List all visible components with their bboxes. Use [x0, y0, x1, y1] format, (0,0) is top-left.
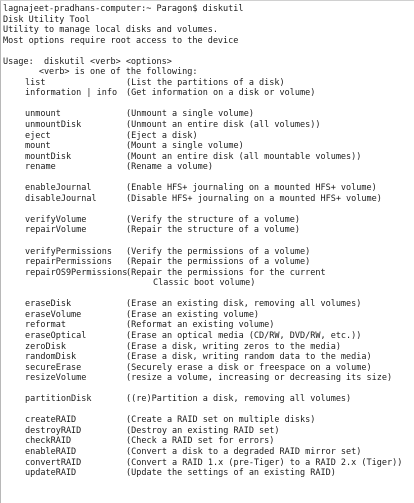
verb-name: secureErase [25, 362, 82, 373]
verb-row [3, 183, 414, 194]
blank-line [3, 204, 414, 215]
verb-description: (resize a volume, increasing or decreasing its size) [126, 373, 393, 384]
verb-row [3, 88, 414, 99]
verb-name: createRAID [25, 415, 77, 426]
verb-row [3, 215, 414, 226]
usage-line: Usage: diskutil <verb> <options> [3, 56, 172, 67]
blank-line [3, 289, 414, 300]
verb-name: resizeVolume [25, 373, 87, 384]
verb-row [3, 162, 414, 173]
verb-description: (Convert a RAID 1.x (pre-Tiger) to a RAID 2.x (Tiger)) [126, 457, 403, 468]
root-access-note: Most options require root access to the device [3, 35, 239, 46]
verb-row [3, 141, 414, 152]
verb-name: reformat [25, 320, 66, 331]
verb-row [3, 447, 414, 458]
blank-line [3, 46, 414, 57]
verb-description: (Check a RAID set for errors) [126, 436, 275, 447]
verb-description-cont-text: Classic boot volume) [153, 278, 256, 289]
verb-description: (Disable HFS+ journaling on a mounted HFS+ volume) [126, 193, 382, 204]
verb-name: partitionDisk [25, 394, 92, 405]
verb-description: (Rename a volume) [126, 162, 213, 173]
verb-name: verifyVolume [25, 214, 87, 225]
verb-name: information | info [25, 88, 118, 99]
verb-row [3, 131, 414, 142]
verb-name: destroyRAID [25, 425, 82, 436]
verb-row [3, 225, 414, 236]
verb-description-continuation [3, 278, 414, 289]
verb-row [3, 458, 414, 469]
verb-row [3, 363, 414, 374]
verb-name: disableJournal [25, 193, 97, 204]
verb-description: (Repair the structure of a volume) [126, 225, 300, 236]
verb-name: mount [25, 141, 51, 152]
verb-description: (Securely erase a disk or freespace on a volume) [126, 362, 372, 373]
verb-name: enableJournal [25, 183, 92, 194]
verb-description: ((re)Partition a disk, removing all volumes) [126, 394, 352, 405]
verb-name: rename [25, 162, 56, 173]
verb-row [3, 247, 414, 258]
verb-name: repairVolume [25, 225, 87, 236]
verb-description: (Destroy an existing RAID set) [126, 425, 280, 436]
verb-row [3, 320, 414, 331]
verb-row [3, 78, 414, 89]
verb-name: zeroDisk [25, 341, 66, 352]
verb-name: enableRAID [25, 446, 77, 457]
tool-description: Utility to manage local disks and volumes. [3, 25, 218, 36]
verb-description: (Erase a disk, writing random data to the media) [126, 352, 372, 363]
blank-line [3, 405, 414, 416]
verb-name: repairOS9Permissions [25, 267, 128, 278]
blank-line [3, 384, 414, 395]
verb-description: (Mount an entire disk (all mountable volumes)) [126, 151, 362, 162]
verb-name: updateRAID [25, 468, 77, 479]
verb-name: mountDisk [25, 151, 72, 162]
verb-row [3, 352, 414, 363]
verb-row [3, 257, 414, 268]
verb-description: (Repair the permissions for the current [126, 267, 326, 278]
verb-description: (Unmount an entire disk (all volumes)) [126, 120, 321, 131]
tool-title: Disk Utility Tool [3, 14, 90, 25]
verb-name: checkRAID [25, 436, 72, 447]
prompt-line: lagnajeet-pradhans-computer:~ Paragon$ diskutil [3, 4, 244, 14]
verb-row [3, 426, 414, 437]
verb-description: (Erase an optical media (CD/RW, DVD/RW, etc.)) [126, 330, 362, 341]
verb-intro-line: <verb> is one of the following: [3, 67, 198, 78]
verb-row [3, 268, 414, 279]
verb-row [3, 373, 414, 384]
verb-name: eject [25, 130, 51, 141]
verb-list [3, 78, 414, 479]
verb-name: eraseOptical [25, 330, 87, 341]
verb-description: (Unmount a single volume) [126, 109, 254, 120]
verb-name: eraseVolume [25, 309, 82, 320]
verb-description: (Convert a disk to a degraded RAID mirror set) [126, 446, 362, 457]
verb-row [3, 194, 414, 205]
verb-description: (Enable HFS+ journaling on a mounted HFS+ volume) [126, 183, 377, 194]
verb-name: eraseDisk [25, 299, 72, 310]
verb-row [3, 468, 414, 479]
verb-row [3, 109, 414, 120]
verb-row [3, 342, 414, 353]
verb-description: (Get information on a disk or volume) [126, 88, 316, 99]
verb-name: repairPermissions [25, 257, 112, 268]
blank-line [3, 173, 414, 184]
verb-description: (Verify the structure of a volume) [126, 214, 300, 225]
verb-description: (Reformat an existing volume) [126, 320, 275, 331]
verb-row [3, 299, 414, 310]
blank-line [3, 236, 414, 247]
verb-description: (Mount a single volume) [126, 141, 244, 152]
verb-description: (Verify the permissions of a volume) [126, 246, 311, 257]
verb-row [3, 120, 414, 131]
verb-description: (Create a RAID set on multiple disks) [126, 415, 316, 426]
verb-description: (Update the settings of an existing RAID) [126, 468, 336, 479]
verb-name: verifyPermissions [25, 246, 112, 257]
verb-name: list [25, 77, 46, 88]
blank-line [3, 99, 414, 110]
verb-description: (Erase a disk, writing zeros to the media) [126, 341, 341, 352]
verb-row [3, 152, 414, 163]
verb-row [3, 415, 414, 426]
verb-row [3, 394, 414, 405]
verb-name: convertRAID [25, 457, 82, 468]
verb-description: (Erase an existing volume) [126, 309, 260, 320]
verb-description: (Eject a disk) [126, 130, 198, 141]
verb-row [3, 436, 414, 447]
verb-name: unmount [25, 109, 61, 120]
verb-row [3, 310, 414, 321]
verb-row [3, 331, 414, 342]
verb-description: (Repair the permissions of a volume) [126, 257, 311, 268]
verb-description: (Erase an existing disk, removing all volumes) [126, 299, 362, 310]
verb-name: unmountDisk [25, 120, 82, 131]
verb-description: (List the partitions of a disk) [126, 77, 285, 88]
verb-name: randomDisk [25, 352, 77, 363]
